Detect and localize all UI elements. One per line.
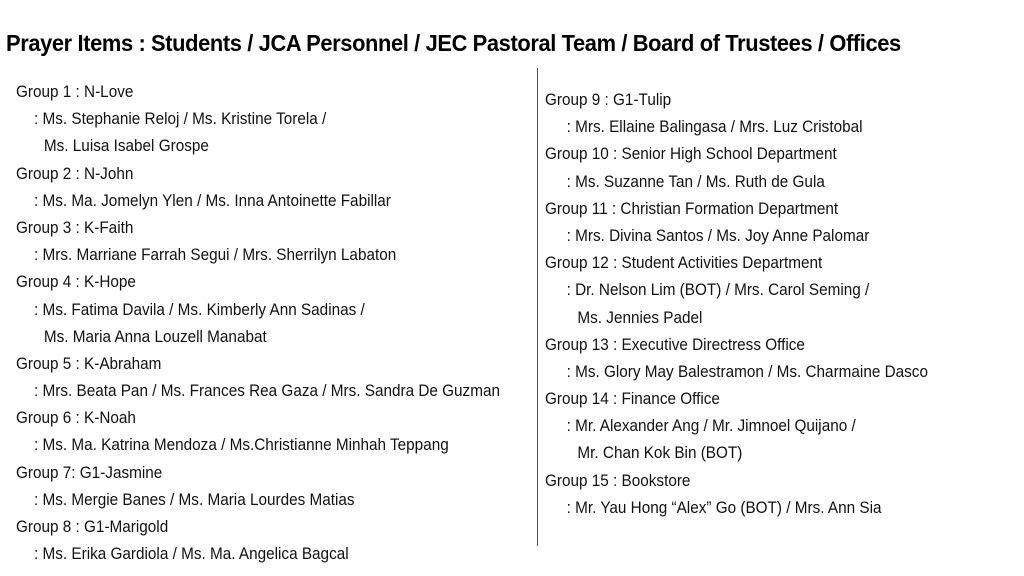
prayer-group [545,249,1015,331]
group-members: : Mrs. Marriane Farrah Segui / Mrs. Sherrilyn Labaton [34,245,397,265]
prayer-group [545,385,1015,467]
prayer-group [16,350,530,404]
prayer-group [545,467,1015,521]
prayer-group [545,331,1015,385]
group-heading: Group 8 : G1-Marigold [16,517,169,536]
group-heading: Group 5 : K-Abraham [16,353,162,373]
column-divider [537,68,538,546]
group-members: : Mrs. Ellaine Balingasa / Mrs. Luz Cristobal [566,117,863,137]
group-members: : Ms. Erika Gardiola / Ms. Ma. Angelica Bagcal [34,544,349,564]
group-heading: Group 2 : N-John [16,163,134,183]
group-heading: Group 1 : N-Love [16,82,134,101]
prayer-group [16,404,530,458]
group-members: Ms. Jennies Padel [577,307,703,327]
group-members: : Mr. Yau Hong “Alex” Go (BOT) / Mrs. Ann Sia [566,497,882,517]
group-heading: Group 7: G1-Jasmine [16,462,163,482]
group-members: : Ms. Suzanne Tan / Ms. Ruth de Gula [566,171,825,191]
group-heading: Group 10 : Senior High School Department [545,144,837,164]
prayer-group [545,86,1015,140]
group-heading: Group 11 : Christian Formation Department [545,198,839,218]
prayer-group [16,513,530,567]
group-members: : Ms. Mergie Banes / Ms. Maria Lourdes Matias [34,489,355,509]
group-members: : Mr. Alexander Ang / Mr. Jimnoel Quijano / [566,416,856,436]
left-column [16,78,530,567]
group-heading: Group 15 : Bookstore [545,470,691,490]
right-column [545,86,1015,521]
group-heading: Group 4 : K-Hope [16,272,136,292]
group-members: : Ms. Ma. Jomelyn Ylen / Ms. Inna Antoinette Fabillar [34,190,391,210]
group-members: : Ms. Fatima Davila / Ms. Kimberly Ann Sadinas / [34,299,365,319]
prayer-group [16,459,530,513]
group-heading: Group 9 : G1-Tulip [545,90,672,109]
page-title: Prayer Items : Students / JCA Personnel / JEC Pastoral Team / Board of Trustees / Offices [6,30,901,56]
group-members: Ms. Maria Anna Louzell Manabat [43,326,267,346]
group-members: : Mrs. Beata Pan / Ms. Frances Rea Gaza / Mrs. Sandra De Guzman [34,381,500,401]
group-members: : Ms. Stephanie Reloj / Ms. Kristine Torela / [34,109,327,129]
group-members: : Ms. Ma. Katrina Mendoza / Ms.Christianne Minhah Teppang [34,435,449,455]
prayer-group [16,214,530,268]
group-heading: Group 12 : Student Activities Department [545,253,823,273]
group-members: Mr. Chan Kok Bin (BOT) [577,443,743,463]
group-heading: Group 6 : K-Noah [16,408,136,428]
prayer-group [16,160,530,214]
group-heading: Group 3 : K-Faith [16,217,134,237]
prayer-group [545,140,1015,194]
group-members: : Dr. Nelson Lim (BOT) / Mrs. Carol Seming / [566,280,870,300]
group-heading: Group 14 : Finance Office [545,389,720,409]
group-heading: Group 13 : Executive Directress Office [545,334,805,354]
group-members: : Ms. Glory May Balestramon / Ms. Charmaine Dasco [566,361,928,381]
prayer-group [545,195,1015,249]
group-members: : Mrs. Divina Santos / Ms. Joy Anne Palomar [566,225,870,245]
group-members: Ms. Luisa Isabel Grospe [43,136,209,156]
prayer-group [16,268,530,350]
prayer-group [16,78,530,160]
